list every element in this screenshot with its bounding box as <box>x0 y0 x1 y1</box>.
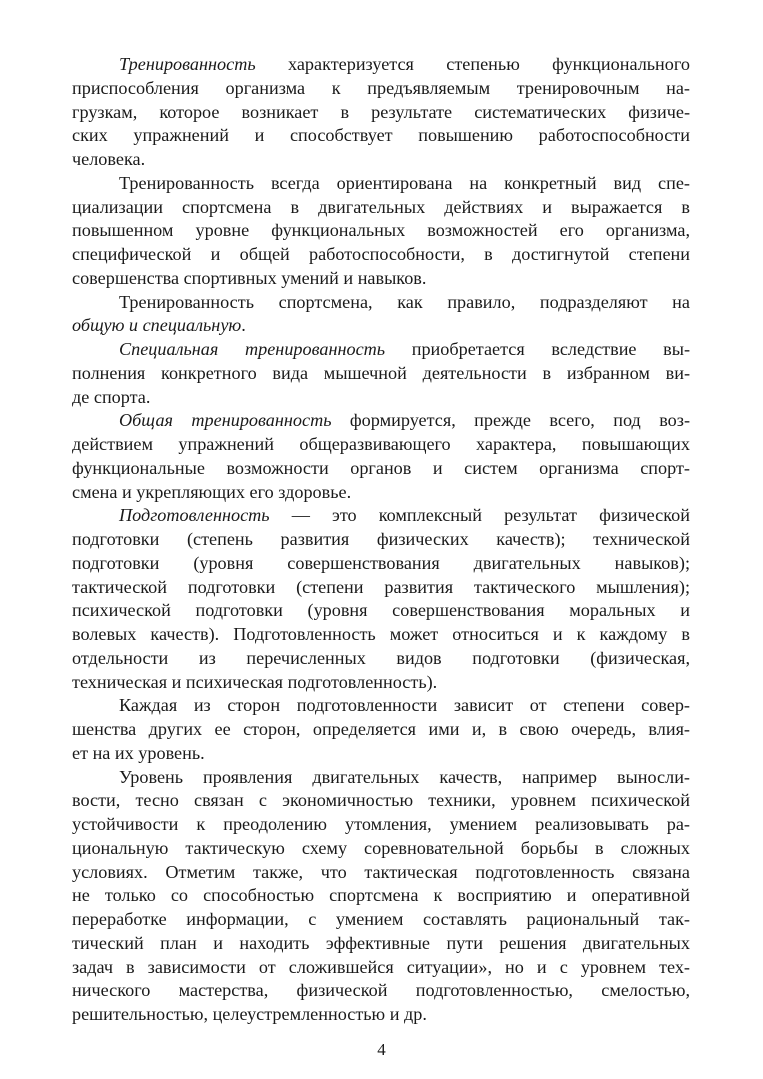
text-run: шенства других ее сторон, определяется ими и, в свою очередь, влия- <box>72 719 690 739</box>
text-line <box>72 409 690 433</box>
text-line <box>72 766 690 790</box>
text-run: ет на их уровень. <box>72 742 205 763</box>
text-line <box>72 718 690 742</box>
text-run: условиях. Отметим также, что тактическая подготовленность связана <box>72 861 690 882</box>
text-line <box>72 291 690 315</box>
text-line <box>72 219 690 243</box>
page-number: 4 <box>377 1040 386 1059</box>
text-line <box>72 457 690 481</box>
text-run: специфической и общей работоспособности, в достигнутой степени <box>72 244 690 264</box>
paragraph <box>72 504 690 694</box>
text-run: задач в зависимости от сложившейся ситуации», но и с уровнем тех- <box>72 956 690 977</box>
text-run: подготовки (уровня совершенствования двигательных навыков); <box>72 552 690 573</box>
italic-term: Общая тренированность <box>119 410 332 431</box>
text-line <box>72 267 690 291</box>
text-run: техническая и психическая подготовленность). <box>72 671 438 692</box>
text-run: приобретается вследствие вы- <box>385 339 690 359</box>
text-line <box>72 338 690 362</box>
page-body <box>72 53 690 1027</box>
text-line <box>72 789 690 813</box>
text-line <box>72 504 690 528</box>
text-run: устойчивости к преодолению утомления, умением реализовывать ра- <box>72 814 690 834</box>
paragraph <box>72 409 690 504</box>
text-run: решительностью, целеустремленностью и др. <box>72 1004 427 1024</box>
text-line <box>72 148 690 172</box>
text-run: грузкам, которое возникает в результате систематических физиче- <box>72 101 690 122</box>
italic-term: общую и специальную <box>72 315 242 336</box>
text-run: полнения конкретного вида мышечной деятельности в избранном ви- <box>72 362 690 383</box>
text-line <box>72 837 690 861</box>
text-run: совершенства спортивных умений и навыков. <box>72 267 427 288</box>
text-line <box>72 243 690 267</box>
text-line <box>72 742 690 766</box>
text-run: циональную тактическую схему соревновательной борьбы в сложных <box>72 837 690 858</box>
text-run: отдельности из перечисленных видов подготовки (физическая, <box>72 647 690 668</box>
text-line <box>72 576 690 600</box>
text-run: Тренированность всегда ориентирована на конкретный вид спе- <box>119 172 690 193</box>
paragraph <box>72 172 690 291</box>
text-line <box>72 1003 690 1027</box>
italic-term: Специальная тренированность <box>119 339 386 359</box>
text-line <box>72 362 690 386</box>
text-run: Каждая из сторон подготовленности зависит от степени совер- <box>119 695 690 716</box>
text-run: Уровень проявления двигательных качеств, например выносли- <box>119 766 690 787</box>
text-run: нического мастерства, физической подготовленностью, смелостью, <box>72 980 690 1001</box>
paragraph <box>72 291 690 339</box>
text-line <box>72 932 690 956</box>
text-run: функциональные возможности органов и систем организма спорт- <box>72 457 690 478</box>
text-line <box>72 599 690 623</box>
text-run: приспособления организма к предъявляемым тренировочным на- <box>72 77 690 98</box>
paragraph <box>72 694 690 765</box>
text-line <box>72 623 690 647</box>
text-line <box>72 101 690 125</box>
text-line <box>72 813 690 837</box>
text-line <box>72 172 690 196</box>
text-line <box>72 671 690 695</box>
text-run: волевых качеств). Подготовленность может относиться и к каждому в <box>72 624 690 644</box>
text-run: циализации спортсмена в двигательных действиях и выражается в <box>72 196 690 217</box>
italic-term: Подготовленность <box>119 505 270 526</box>
paragraph <box>72 53 690 172</box>
text-run: действием упражнений общеразвивающего характера, повышающих <box>72 434 690 454</box>
paragraph <box>72 766 690 1027</box>
text-line <box>72 694 690 718</box>
text-line <box>72 53 690 77</box>
text-line <box>72 956 690 980</box>
text-line <box>72 552 690 576</box>
text-run: де спорта. <box>72 386 151 407</box>
text-line <box>72 528 690 552</box>
text-line <box>72 77 690 101</box>
text-line <box>72 196 690 220</box>
text-line <box>72 314 690 338</box>
text-run: тактической подготовки (степени развития тактического мышления); <box>72 576 690 597</box>
text-run: не только со способностью спортсмена к восприятию и оперативной <box>72 885 690 906</box>
text-run: психической подготовки (уровня совершенствования моральных и <box>72 600 690 621</box>
text-run: ских упражнений и способствует повышению работоспособности <box>72 125 690 146</box>
text-line <box>72 124 690 148</box>
text-run: тический план и находить эффективные пути решения двигательных <box>72 932 690 953</box>
text-run: формируется, прежде всего, под воз- <box>331 410 690 431</box>
text-line <box>72 908 690 932</box>
text-line <box>72 979 690 1003</box>
text-line <box>72 647 690 671</box>
text-run: повышенном уровне функциональных возможностей его организма, <box>72 220 690 241</box>
text-line <box>72 481 690 505</box>
text-run: — это комплексный результат физической <box>269 505 690 526</box>
text-run: . <box>241 315 246 336</box>
text-run: Тренированность спортсмена, как правило, подразделяют на <box>119 291 690 312</box>
italic-term: Тренированность <box>119 54 256 74</box>
text-line <box>72 861 690 885</box>
text-run: вости, тесно связан с экономичностью техники, уровнем психической <box>72 790 690 811</box>
text-run: подготовки (степень развития физических качеств); технической <box>72 529 690 549</box>
paragraph <box>72 338 690 409</box>
text-run: переработке информации, с умением составлять рациональный так- <box>72 909 690 929</box>
text-run: смена и укрепляющих его здоровье. <box>72 481 352 502</box>
text-line <box>72 386 690 410</box>
text-line <box>72 884 690 908</box>
text-line <box>72 433 690 457</box>
text-run: характеризуется степенью функционального <box>255 54 690 74</box>
text-run: человека. <box>72 149 146 169</box>
